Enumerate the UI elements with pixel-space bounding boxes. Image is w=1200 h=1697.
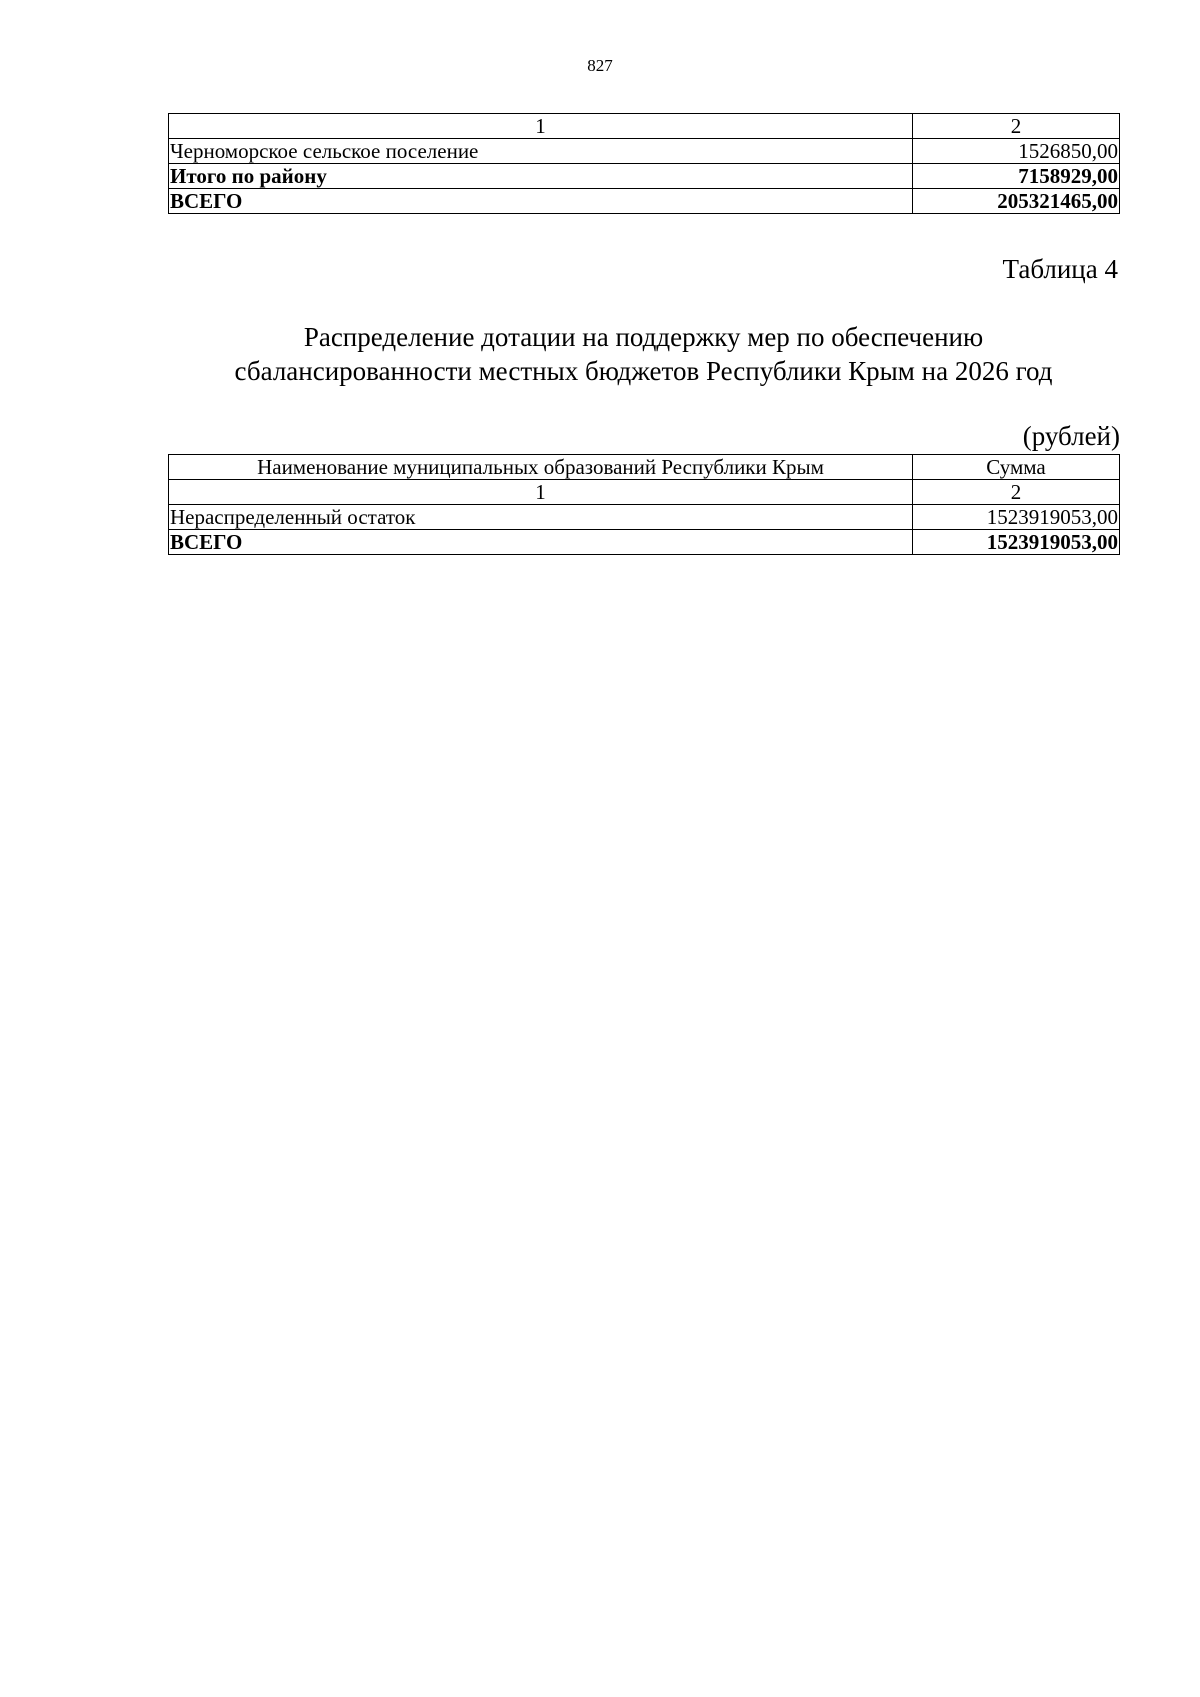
table-title	[168, 320, 1119, 388]
table-label: Таблица 4	[1002, 254, 1118, 284]
units-label: (рублей)	[1022, 421, 1120, 451]
grand-total-row	[169, 530, 1120, 555]
table-title-line-2: сбалансированности местных бюджетов Республики Крым на 2026 год	[234, 356, 1053, 386]
district-total-row	[169, 164, 1120, 189]
column-number-1: 1	[169, 480, 913, 505]
subsidy-table	[168, 454, 1120, 555]
column-number-2: 2	[913, 114, 1120, 139]
column-number-2: 2	[913, 480, 1120, 505]
continued-table	[168, 113, 1120, 214]
row-name: Нераспределенный остаток	[169, 505, 913, 530]
column-header-amount: Сумма	[913, 455, 1120, 480]
grand-total-row	[169, 189, 1120, 214]
row-amount: 1523919053,00	[913, 530, 1120, 555]
row-amount: 1523919053,00	[913, 505, 1120, 530]
table-row	[169, 139, 1120, 164]
row-name: Черноморское сельское поселение	[169, 139, 913, 164]
row-amount: 7158929,00	[913, 164, 1120, 189]
table-row	[169, 505, 1120, 530]
row-amount: 205321465,00	[913, 189, 1120, 214]
column-number-1: 1	[169, 114, 913, 139]
page-number: 827	[587, 56, 613, 75]
row-name: ВСЕГО	[169, 530, 913, 555]
table-title-line-1: Распределение дотации на поддержку мер по обеспечению	[303, 322, 984, 352]
table-header-row	[169, 455, 1120, 480]
row-amount: 1526850,00	[913, 139, 1120, 164]
column-numbers-row	[169, 480, 1120, 505]
row-name: ВСЕГО	[169, 189, 913, 214]
column-header-name: Наименование муниципальных образований Республики Крым	[169, 455, 913, 480]
row-name: Итого по району	[169, 164, 913, 189]
table-header-row	[169, 114, 1120, 139]
